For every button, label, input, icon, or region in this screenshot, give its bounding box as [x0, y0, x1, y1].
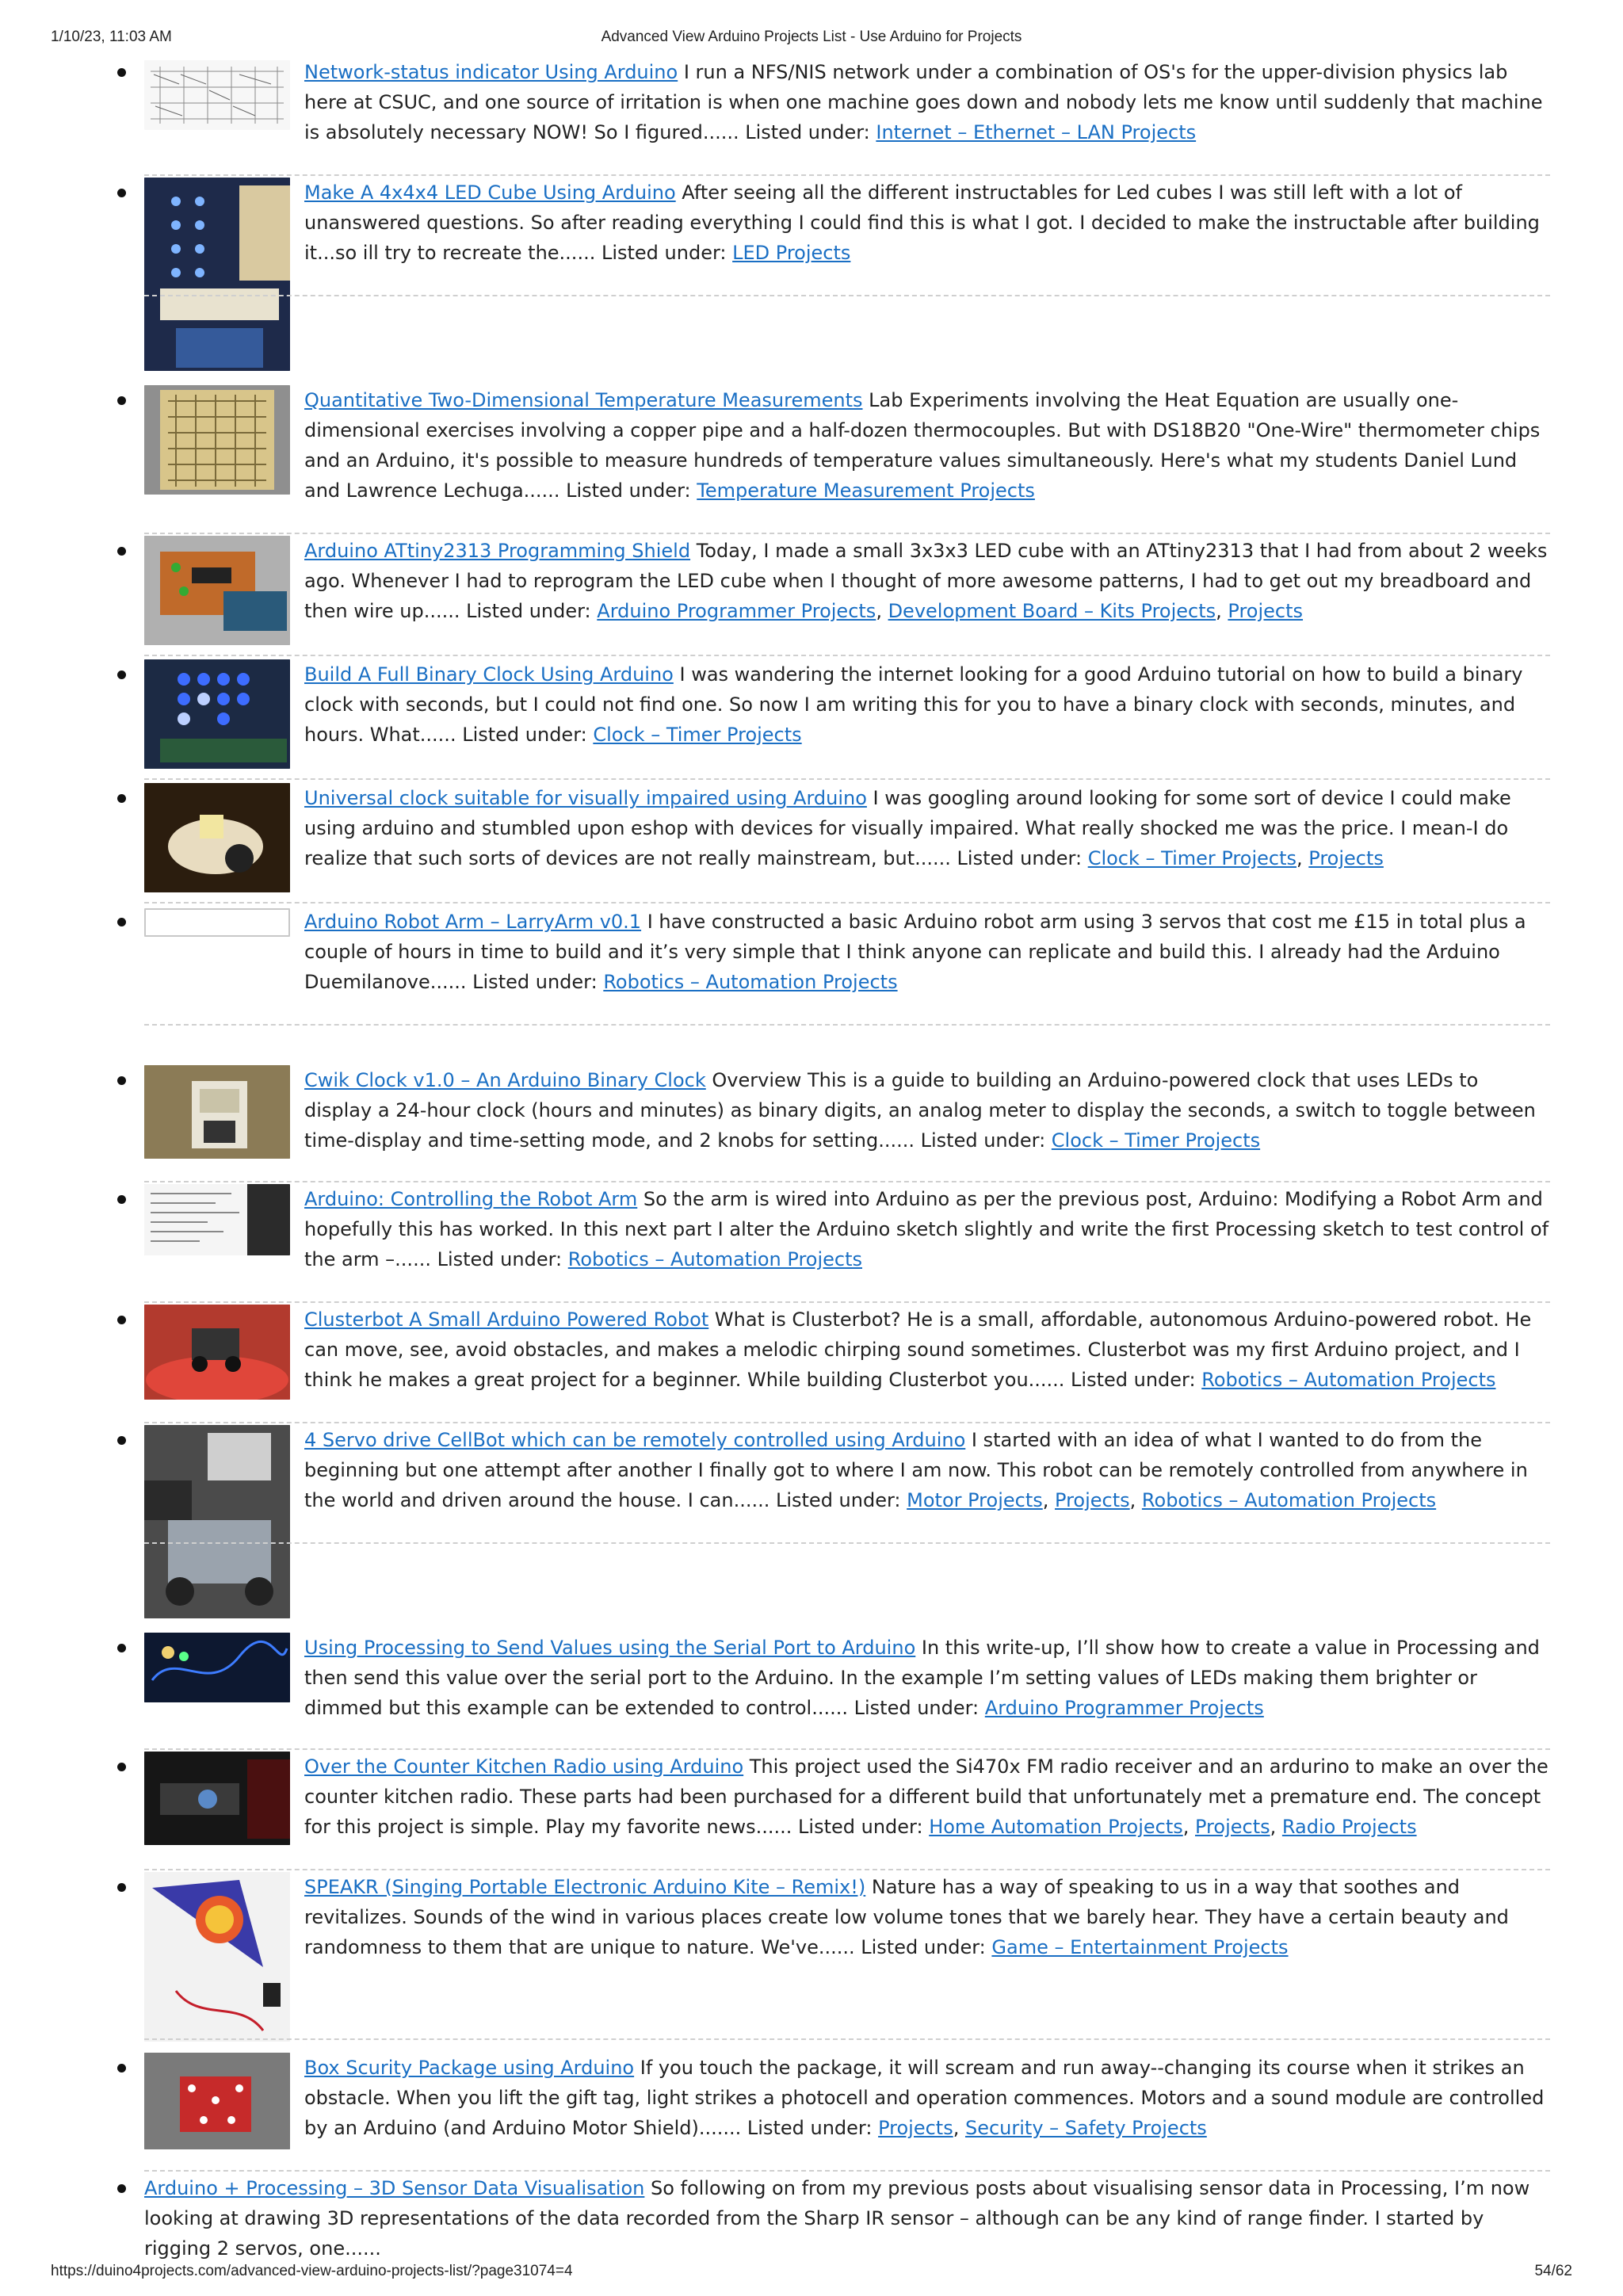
category-link[interactable]: Home Automation Projects [929, 1816, 1183, 1838]
bullet [117, 1883, 126, 1892]
bullet [117, 68, 126, 77]
category-link[interactable]: Clock – Timer Projects [1051, 1129, 1261, 1152]
separator [144, 1024, 1550, 1026]
project-title-link[interactable]: Build A Full Binary Clock Using Arduino [304, 663, 674, 686]
category-link[interactable]: Projects [1308, 847, 1384, 869]
bullet [117, 189, 126, 197]
project-thumbnail[interactable] [144, 1752, 290, 1845]
project-entry [304, 1872, 1550, 1962]
project-title-link[interactable]: Network-status indicator Using Arduino [304, 61, 678, 83]
separator [144, 1301, 1550, 1303]
category-link[interactable]: Arduino Programmer Projects [597, 600, 876, 622]
category-link[interactable]: Robotics – Automation Projects [567, 1248, 863, 1270]
bullet [117, 1316, 126, 1324]
project-entry [304, 178, 1550, 268]
project-entry: Universal clock suitable for visually impaired using Arduino I was googling around looking for some sort of device I could make using arduino and stumbled upon eshop with devices for visually impaired. What really shocked me was the price. I mean-I do realize that such sorts of devices are not really mainstream, but...... Listed under: Clock – Timer Projects, Projects [304, 787, 1511, 869]
project-entry: Box Scurity Package using Arduino If you touch the package, it will scream and run away--changing its course when it strikes an obstacle. When you lift the gift tag, light strikes a photocell and operation commences. Motors and a sound module are controlled by an Arduino (and Arduino Motor Shield)....... Listed under: Projects, Security – Safety Projects [304, 2057, 1545, 2139]
category-link[interactable]: Security – Safety Projects [964, 2117, 1207, 2139]
project-entry [304, 1305, 1550, 1395]
category-link[interactable]: Radio Projects [1281, 1816, 1417, 1838]
list-item [117, 2173, 1550, 2260]
project-entry [304, 1633, 1550, 1723]
project-description: If you touch the package, it will scream and run away--changing its course when it strikes an obstacle. When you lift the gift tag, light strikes a photocell and operation commences. Motors and a sound module are controlled by an Arduino (and Arduino Motor Shield)....... Listed under: [304, 2057, 1545, 2139]
bullet [117, 2184, 126, 2193]
project-title-link[interactable]: Using Processing to Send Values using the Serial Port to Arduino [304, 1637, 916, 1659]
list-item [117, 178, 1550, 368]
project-title-link[interactable]: Over the Counter Kitchen Radio using Arduino [304, 1755, 744, 1778]
category-link[interactable]: Clock – Timer Projects [1087, 847, 1296, 869]
project-thumbnail[interactable] [144, 659, 290, 769]
project-description: After seeing all the different instructables for Led cubes I was still left with a lot of unanswered questions. So after reading everything I could find this is what I got. I decided to make the instructable after building it...so ill try to recreate the...... Listed under: [304, 181, 1540, 264]
separator [144, 295, 1550, 296]
list-item [117, 2053, 1550, 2172]
bullet [117, 396, 126, 405]
project-title-link[interactable]: Cwik Clock v1.0 – An Arduino Binary Clock [304, 1069, 706, 1091]
project-thumbnail[interactable] [144, 1065, 290, 1159]
project-entry [304, 1065, 1550, 1156]
project-description: What is Clusterbot? He is a small, affordable, autonomous Arduino-powered robot. He can move, see, avoid obstacles, and makes a melodic chirping sound sometimes. Clusterbot was my first Arduino project, and I think he makes a great project for a beginner. While building Clusterbot you...... Listed under: [304, 1308, 1532, 1391]
print-url: https://duino4projects.com/advanced-view-arduino-projects-list/?page31074=4 [51, 2263, 573, 2279]
bullet [117, 1436, 126, 1445]
project-title-link[interactable]: Arduino + Processing – 3D Sensor Data Visualisation [144, 2177, 645, 2199]
project-title-link[interactable]: Quantitative Two-Dimensional Temperature Measurements [304, 389, 863, 411]
list-item [117, 1425, 1550, 1615]
list-item [117, 907, 1550, 1018]
category-link[interactable]: Robotics – Automation Projects [1141, 1489, 1437, 1511]
project-description: I started with an idea of what I wanted to do from the beginning but one attempt after another I finally got to where I am now. This robot can be remotely controlled from anywhere in the world and driven around the house. I can...... Listed under: [304, 1429, 1528, 1511]
list-item [117, 385, 1550, 512]
category-link[interactable]: Projects [1055, 1489, 1130, 1511]
project-entry [144, 2173, 1550, 2264]
separator [144, 2038, 1550, 2040]
project-thumbnail[interactable] [144, 2053, 290, 2149]
project-title-link[interactable]: 4 Servo drive CellBot which can be remotely controlled using Arduino [304, 1429, 966, 1451]
category-link[interactable]: Projects [1228, 600, 1304, 622]
separator [144, 1748, 1550, 1750]
project-entry: Over the Counter Kitchen Radio using Arduino This project used the Si470x FM radio receiver and an ardurino to make an over the counter kitchen radio. These parts had been purchased for a different build that unfortunately met a premature end. The concept for this project is simple. Play my favorite news...... Listed under: Home Automation Projects, Projects, Radio Projects [304, 1755, 1549, 1838]
category-link[interactable]: Robotics – Automation Projects [603, 971, 898, 993]
project-description: Overview This is a guide to building an Arduino-powered clock that uses LEDs to display a 24-hour clock (hours and minutes) as binary digits, an analog meter to display the seconds, a switch to toggle between time-display and time-setting mode, and 2 knobs for setting...... Listed under: [304, 1069, 1536, 1152]
separator [144, 778, 1550, 780]
list-item [117, 783, 1550, 902]
bullet [117, 547, 126, 556]
project-entry [304, 907, 1550, 997]
bullet [117, 1195, 126, 1204]
separator [144, 655, 1550, 656]
separator [144, 1181, 1550, 1182]
bullet [117, 1076, 126, 1085]
project-thumbnail[interactable] [144, 178, 290, 371]
category-link[interactable]: Clock – Timer Projects [593, 724, 802, 746]
project-title-link[interactable]: Arduino ATtiny2313 Programming Shield [304, 540, 691, 562]
bullet [117, 1644, 126, 1652]
list-item [117, 57, 1550, 151]
project-title-link[interactable]: Arduino Robot Arm – LarryArm v0.1 [304, 911, 642, 933]
category-link[interactable]: Projects [878, 2117, 953, 2139]
project-thumbnail[interactable] [144, 385, 290, 495]
separator [144, 2170, 1550, 2172]
project-entry: 4 Servo drive CellBot which can be remotely controlled using Arduino I started with an idea of what I wanted to do from the beginning but one attempt after another I finally got to where I am now. This robot can be remotely controlled from anywhere in the world and driven around the house. I can...... Listed under: Motor Projects, Projects, Robotics – Automation Projects [304, 1429, 1528, 1511]
project-title-link[interactable]: Clusterbot A Small Arduino Powered Robot [304, 1308, 709, 1331]
project-description: Lab Experiments involving the Heat Equation are usually one-dimensional exercises involving a copper pipe and a half-dozen thermocouples. But with DS18B20 "One-Wire" thermometer chips and an Arduino, it's possible to measure hundreds of temperature values simultaneously. Here's what my students Daniel Lund and Lawrence Lechuga...... Listed under: [304, 389, 1541, 502]
project-entry [304, 659, 1550, 750]
separator [144, 1542, 1550, 1544]
project-description: So following on from my previous posts about visualising sensor data in Processing, I’m now looking at drawing 3D representations of the data recorded from the Sharp IR sensor – although can be any kind of range finder. I started by rigging 2 servos, one...... [144, 2177, 1530, 2260]
list-item [117, 1752, 1550, 1870]
category-link[interactable]: Internet – Ethernet – LAN Projects [876, 121, 1197, 143]
broken-image-icon[interactable] [144, 908, 290, 937]
project-thumbnail[interactable] [144, 1184, 290, 1255]
project-title-link[interactable]: Make A 4x4x4 LED Cube Using Arduino [304, 181, 676, 204]
list-item [117, 1305, 1550, 1423]
project-thumbnail[interactable] [144, 783, 290, 892]
category-link[interactable]: Development Board – Kits Projects [888, 600, 1216, 622]
bullet [117, 1763, 126, 1771]
project-description: Today, I made a small 3x3x3 LED cube with an ATtiny2313 that I had from about 2 weeks ago. Whenever I had to reprogram the LED cube when I thought of more awesome patterns, I had to get out my breadboard and then wire up...... Listed under: [304, 540, 1548, 622]
project-title-link[interactable]: SPEAKR (Singing Portable Electronic Arduino Kite – Remix!) [304, 1876, 866, 1898]
print-datetime: 1/10/23, 11:03 AM [51, 29, 172, 45]
page-number: 54/62 [1534, 2263, 1572, 2279]
bullet [117, 918, 126, 926]
list-item [117, 1633, 1550, 1752]
category-link[interactable]: Temperature Measurement Projects [697, 479, 1035, 502]
bullet [117, 670, 126, 679]
project-description: I was wandering the internet looking for a good Arduino tutorial on how to build a binary clock with seconds, but I could not find one. So now I am writing this for you to have a binary clock with seconds, minutes, and hours. What...... Listed under: [304, 663, 1523, 746]
project-thumbnail[interactable] [144, 536, 290, 645]
print-header [51, 29, 1572, 52]
print-footer [51, 2263, 1572, 2286]
print-page-title: Advanced View Arduino Projects List - Use Arduino for Projects [601, 29, 1022, 45]
category-link[interactable]: Projects [1195, 1816, 1270, 1838]
project-description: I run a NFS/NIS network under a combination of OS's for the upper-division physics lab here at CSUC, and one source of irritation is when one machine goes down and nobody lets me know until suddenly that machine is absolutely necessary NOW! So I figured...... Listed under: [304, 61, 1543, 143]
category-link[interactable]: LED Projects [732, 242, 851, 264]
project-thumbnail[interactable] [144, 60, 290, 130]
category-link[interactable]: Robotics – Automation Projects [1201, 1369, 1496, 1391]
project-thumbnail[interactable] [144, 1872, 290, 2042]
project-title-link[interactable]: Arduino: Controlling the Robot Arm [304, 1188, 638, 1210]
separator [144, 1422, 1550, 1423]
list-item [117, 659, 1550, 778]
project-description: I was googling around looking for some sort of device I could make using arduino and stumbled upon eshop with devices for visually impaired. What really shocked me was the price. I mean-I do realize that such sorts of devices are not really mainstream, but...... Listed under: [304, 787, 1511, 869]
project-entry: Arduino ATtiny2313 Programming Shield Today, I made a small 3x3x3 LED cube with an ATtiny2313 that I had from about 2 weeks ago. Whenever I had to reprogram the LED cube when I thought of more awesome patterns, I had to get out my breadboard and then wire up...... Listed under: Arduino Programmer Projects, Development Board – Kits Projects, Projects [304, 540, 1548, 622]
separator [144, 533, 1550, 534]
list-item [117, 1065, 1550, 1184]
project-description: Nature has a way of speaking to us in a way that soothes and revitalizes. Sounds of the wind in various places create low volume tones that we barely hear. They have a certain beauty and randomness to them that are unique to nature. We've...... Listed under: [304, 1876, 1509, 1958]
category-link[interactable]: Arduino Programmer Projects [984, 1697, 1264, 1719]
separator [144, 174, 1550, 176]
bullet [117, 2064, 126, 2073]
project-title-link[interactable]: Universal clock suitable for visually impaired using Arduino [304, 787, 867, 809]
project-entry [304, 385, 1550, 506]
bullet [117, 794, 126, 803]
project-entry [304, 1184, 1550, 1274]
list-item [117, 1872, 1550, 2046]
project-description: In this write-up, I’ll show how to create a value in Processing and then send this value over the serial port to the Arduino. In the example I’m setting values of LEDs making them brighter or dimmed but this example can be extended to control...... Listed under: [304, 1637, 1540, 1719]
category-link[interactable]: Motor Projects [907, 1489, 1043, 1511]
list-item [117, 536, 1550, 655]
separator [144, 902, 1550, 904]
project-thumbnail[interactable] [144, 1633, 290, 1702]
project-title-link[interactable]: Box Scurity Package using Arduino [304, 2057, 635, 2079]
project-entry [304, 57, 1550, 147]
project-description: I have constructed a basic Arduino robot arm using 3 servos that cost me £15 in total plus a couple of hours in time to build and it’s very simple that I think anyone can replicate and build this. I already had the Arduino Duemilanove...... Listed under: [304, 911, 1526, 993]
project-description: This project used the Si470x FM radio receiver and an ardurino to make an over the counter kitchen radio. These parts had been purchased for a different build that unfortunately met a premature end. The concept for this project is simple. Play my favorite news...... Listed under: [304, 1755, 1549, 1838]
project-thumbnail[interactable] [144, 1305, 290, 1400]
list-item [117, 1184, 1550, 1303]
category-link[interactable]: Game – Entertainment Projects [991, 1936, 1289, 1958]
project-thumbnail[interactable] [144, 1425, 290, 1618]
project-description: So the arm is wired into Arduino as per the previous post, Arduino: Modifying a Robot Arm and hopefully this has worked. In this next part I alter the Arduino sketch slightly and write the first Processing sketch to test control of the arm –...... Listed under: [304, 1188, 1549, 1270]
separator [144, 1869, 1550, 1870]
